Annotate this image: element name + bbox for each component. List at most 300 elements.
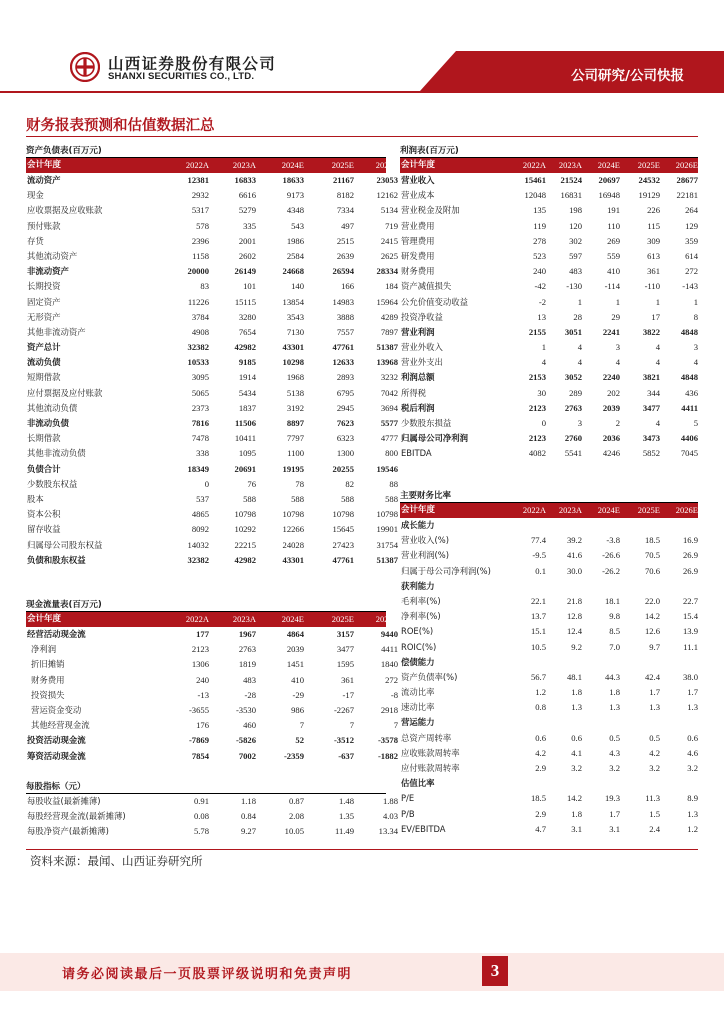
cell-value bbox=[510, 579, 546, 594]
table-title: 每股指标（元） bbox=[26, 780, 386, 794]
table-row bbox=[26, 462, 398, 477]
header-year: 2025E bbox=[331, 614, 354, 624]
table-row bbox=[400, 310, 698, 325]
cell-value: 9.7 bbox=[649, 641, 660, 652]
cell-value: 115 bbox=[647, 220, 660, 231]
cell-value bbox=[510, 655, 546, 670]
cell-value: 4.7 bbox=[535, 823, 546, 834]
cell-value: 410 bbox=[291, 674, 304, 685]
cell-value: 0.5 bbox=[609, 732, 620, 743]
cell-value: 9173 bbox=[286, 190, 304, 201]
cell-value: 1968 bbox=[286, 372, 304, 383]
table-row bbox=[400, 640, 698, 655]
cell-value: 42982 bbox=[234, 554, 256, 565]
cell-value: 0.6 bbox=[571, 732, 582, 743]
cell-value: 483 bbox=[243, 674, 256, 685]
table-row bbox=[26, 355, 398, 370]
table-row bbox=[400, 715, 698, 730]
cell-value: 15.4 bbox=[682, 611, 698, 622]
table-row bbox=[26, 794, 398, 809]
cell-value: 3477 bbox=[336, 644, 354, 655]
cell-value: 16.9 bbox=[682, 535, 698, 546]
table-row bbox=[26, 401, 398, 416]
row-label: 固定资产 bbox=[27, 296, 61, 307]
table-row bbox=[400, 355, 698, 370]
cell-value: 2.08 bbox=[288, 811, 304, 822]
row-label: 每股收益(最新摊薄) bbox=[27, 796, 101, 806]
cell-value: 7130 bbox=[286, 326, 304, 337]
cell-value: 240 bbox=[196, 674, 209, 685]
cell-value: 4.2 bbox=[649, 747, 660, 758]
cell-value bbox=[620, 579, 660, 594]
cell-value: -2359 bbox=[283, 750, 304, 761]
table-row bbox=[400, 340, 698, 355]
cell-value: 4908 bbox=[191, 326, 209, 337]
cell-value: -5826 bbox=[235, 735, 256, 746]
header-year: 2022A bbox=[185, 614, 209, 624]
cell-value: 3 bbox=[577, 418, 582, 428]
cell-value: 31754 bbox=[376, 539, 398, 550]
cell-value: 177 bbox=[196, 629, 209, 639]
cell-value: 7002 bbox=[238, 750, 256, 761]
header-year: 2024E bbox=[597, 160, 620, 170]
cell-value: 88 bbox=[389, 478, 398, 489]
row-label: 每股经营现金流(最新摊薄) bbox=[27, 811, 126, 822]
header-year: 2024E bbox=[281, 614, 304, 624]
header-year: 2022A bbox=[522, 160, 546, 170]
cell-value: 3 bbox=[615, 342, 620, 353]
cell-value: 8182 bbox=[336, 190, 354, 201]
cell-value: 13968 bbox=[376, 357, 398, 368]
table-row bbox=[26, 733, 398, 748]
cell-value: 120 bbox=[569, 220, 582, 231]
cell-value: 76 bbox=[247, 478, 256, 489]
cell-value: 13854 bbox=[282, 296, 304, 307]
cell-value: 613 bbox=[647, 250, 660, 261]
row-label: 利润总额 bbox=[401, 372, 435, 383]
income-statement-table bbox=[400, 144, 698, 462]
row-label: 其他流动资产 bbox=[27, 250, 78, 261]
cell-value bbox=[582, 715, 620, 730]
cell-value bbox=[582, 518, 620, 533]
row-label: 营业外支出 bbox=[401, 357, 443, 368]
table-header-row bbox=[400, 158, 698, 173]
cell-value: 38.0 bbox=[682, 671, 698, 682]
cell-value: 11226 bbox=[187, 296, 209, 307]
cell-value: 1306 bbox=[191, 659, 209, 670]
cell-value: 537 bbox=[196, 493, 209, 504]
cell-value: 9.2 bbox=[571, 641, 582, 652]
cell-value: 0.08 bbox=[193, 811, 209, 822]
cell-value: -2267 bbox=[333, 704, 354, 715]
row-label: 流动比率 bbox=[401, 687, 435, 698]
cell-value bbox=[546, 518, 582, 533]
row-label: 总资产周转率 bbox=[401, 732, 452, 743]
cell-value: 4.1 bbox=[571, 747, 582, 758]
cell-value: 4.3 bbox=[609, 747, 620, 758]
cell-value: 16831 bbox=[560, 190, 582, 201]
row-label: 长期投资 bbox=[27, 281, 61, 292]
cell-value bbox=[620, 715, 660, 730]
table-row bbox=[26, 718, 398, 733]
cell-value: 70.6 bbox=[644, 565, 660, 576]
cell-value: 2932 bbox=[191, 190, 209, 201]
cell-value: -3512 bbox=[333, 735, 354, 746]
footer-disclaimer: 请务必阅读最后一页股票评级说明和免责声明 bbox=[62, 967, 353, 982]
cell-value: 18349 bbox=[187, 463, 209, 474]
cell-value: 28 bbox=[573, 311, 582, 322]
cell-value: 5138 bbox=[286, 387, 304, 398]
cell-value: -130 bbox=[566, 281, 582, 292]
table-row bbox=[26, 370, 398, 385]
table-row bbox=[26, 749, 398, 764]
cell-value: 309 bbox=[647, 235, 660, 246]
table-row bbox=[400, 746, 698, 761]
table-row bbox=[400, 761, 698, 776]
cell-value: 3822 bbox=[642, 326, 660, 337]
cell-value: 7478 bbox=[191, 433, 209, 444]
cell-value: 1 bbox=[693, 296, 698, 307]
cell-value: 5065 bbox=[191, 387, 209, 398]
cell-value: 3.2 bbox=[687, 763, 698, 773]
cell-value: 19195 bbox=[282, 463, 304, 474]
cell-value: 12.4 bbox=[566, 626, 582, 637]
row-label: 所得税 bbox=[401, 387, 427, 398]
cell-value: 226 bbox=[647, 205, 660, 216]
cell-value: 26.9 bbox=[682, 565, 698, 576]
row-label: 现金 bbox=[27, 190, 44, 201]
row-label: EBITDA bbox=[401, 448, 432, 459]
row-label: 营业收入 bbox=[401, 175, 435, 185]
cell-value: 1819 bbox=[238, 659, 256, 670]
cell-value: 3888 bbox=[336, 311, 354, 322]
cell-value: 13.34 bbox=[378, 826, 398, 837]
row-label: P/B bbox=[401, 808, 415, 819]
header-year: 2023A bbox=[232, 614, 256, 624]
cell-value: 4246 bbox=[602, 448, 620, 459]
cell-value: 176 bbox=[196, 720, 209, 731]
cell-value: 184 bbox=[385, 281, 398, 292]
cell-value: 1.8 bbox=[571, 808, 582, 819]
cell-value: 289 bbox=[569, 387, 582, 398]
cell-value: 19546 bbox=[376, 463, 398, 474]
cell-value: 2123 bbox=[528, 402, 546, 413]
table-header-row bbox=[26, 612, 398, 627]
cell-value: 140 bbox=[291, 281, 304, 292]
cell-value: -13 bbox=[197, 689, 209, 700]
company-name-cn: 山西证券股份有限公司 bbox=[108, 55, 277, 73]
cell-value: 22.7 bbox=[682, 595, 698, 606]
table-row bbox=[26, 446, 398, 461]
row-label: EV/EBITDA bbox=[401, 823, 446, 834]
cell-value bbox=[620, 655, 660, 670]
cell-value: 23053 bbox=[376, 175, 398, 185]
cell-value: 10.5 bbox=[530, 641, 546, 652]
row-label: ROIC(%) bbox=[401, 641, 437, 652]
header-year: 2025E bbox=[637, 505, 660, 515]
cell-value: 559 bbox=[607, 250, 620, 261]
header-year: 2022A bbox=[185, 160, 209, 170]
cell-value: 2945 bbox=[336, 402, 354, 413]
cell-value: 3821 bbox=[642, 372, 660, 383]
cell-value: 30.0 bbox=[566, 565, 582, 576]
cell-value: 2123 bbox=[528, 433, 546, 444]
cell-value: 10798 bbox=[282, 509, 304, 520]
cell-value: -3578 bbox=[377, 735, 398, 746]
row-label: 营业成本 bbox=[401, 190, 435, 201]
cash-flow-table bbox=[26, 598, 398, 764]
table-row bbox=[26, 824, 398, 839]
cell-value: 2584 bbox=[286, 250, 304, 261]
table-row bbox=[400, 533, 698, 548]
cell-value: 4.6 bbox=[687, 747, 698, 758]
row-label: 其他流动负债 bbox=[27, 402, 78, 413]
cell-value: 0 bbox=[541, 418, 546, 428]
row-label: 投资活动现金流 bbox=[27, 735, 86, 746]
cell-value: -28 bbox=[244, 689, 256, 700]
cell-value: 4 bbox=[693, 357, 698, 368]
table-title: 利润表(百万元) bbox=[400, 144, 698, 158]
cell-value: 1.48 bbox=[338, 796, 354, 806]
cell-value: 12633 bbox=[332, 357, 354, 368]
cell-value: 198 bbox=[569, 205, 582, 216]
cell-value: 4 bbox=[655, 342, 660, 353]
table-row bbox=[26, 340, 398, 355]
cell-value: 3.1 bbox=[571, 823, 582, 834]
cell-value: 11.49 bbox=[334, 826, 354, 837]
cell-value: 436 bbox=[685, 387, 698, 398]
cell-value bbox=[510, 776, 546, 791]
cell-value: 8.9 bbox=[687, 793, 698, 804]
row-label: 速动比率 bbox=[401, 702, 435, 713]
cell-value: 2893 bbox=[336, 372, 354, 383]
cell-value: 24028 bbox=[282, 539, 304, 550]
table-row bbox=[400, 807, 698, 822]
cell-value: 269 bbox=[607, 235, 620, 246]
cell-value: 11.1 bbox=[683, 641, 698, 652]
cell-value: 7.0 bbox=[609, 641, 620, 652]
row-label: 其他非流动负债 bbox=[27, 448, 86, 459]
source-note: 资料来源：最闻、山西证券研究所 bbox=[30, 854, 203, 868]
cell-value: 7 bbox=[299, 720, 304, 731]
cell-value: 2763 bbox=[564, 402, 582, 413]
table-row bbox=[26, 416, 398, 431]
cell-value: -2 bbox=[538, 296, 546, 307]
cell-value: 27423 bbox=[332, 539, 354, 550]
page-number: 3 bbox=[482, 956, 508, 986]
cell-value: 3543 bbox=[286, 311, 304, 322]
row-label: 毛利率(%) bbox=[401, 595, 441, 606]
cell-value: 44.3 bbox=[604, 671, 620, 682]
cell-value: 20255 bbox=[332, 463, 354, 474]
cell-value: 15115 bbox=[234, 296, 256, 307]
cell-value: -143 bbox=[682, 281, 698, 292]
cell-value: 0.6 bbox=[535, 732, 546, 743]
table-row bbox=[400, 822, 698, 837]
cell-value: 4848 bbox=[680, 372, 698, 383]
cell-value: 3477 bbox=[642, 402, 660, 413]
table-row bbox=[400, 564, 698, 579]
row-label: 资产总计 bbox=[27, 342, 61, 353]
cell-value: 410 bbox=[607, 266, 620, 277]
cell-value: 9.27 bbox=[240, 826, 256, 837]
row-label: 负债合计 bbox=[27, 463, 61, 474]
cell-value: 22215 bbox=[234, 539, 256, 550]
header-label: 会计年度 bbox=[27, 160, 62, 170]
table-title: 主要财务比率 bbox=[400, 489, 698, 503]
cell-value: 51387 bbox=[376, 342, 398, 353]
table-row bbox=[26, 553, 398, 568]
row-label: 流动负债 bbox=[27, 357, 61, 368]
cell-value: 110 bbox=[607, 220, 620, 231]
row-label: 净利润 bbox=[31, 644, 57, 655]
cell-value: 4864 bbox=[286, 629, 304, 639]
cell-value: 9.8 bbox=[609, 611, 620, 622]
cell-value: 1.7 bbox=[687, 687, 698, 698]
cell-value: 1.3 bbox=[649, 702, 660, 713]
row-label: P/E bbox=[401, 793, 415, 804]
row-label: 少数股东损益 bbox=[401, 418, 452, 428]
cell-value: 1.18 bbox=[240, 796, 256, 806]
row-label: 短期借款 bbox=[27, 372, 61, 383]
table-row bbox=[400, 279, 698, 294]
table-row bbox=[26, 627, 398, 642]
row-label: 归属于母公司净利润(%) bbox=[401, 565, 491, 576]
row-label: 非流动负债 bbox=[27, 418, 69, 428]
cell-value: 10798 bbox=[376, 509, 398, 520]
cell-value: 8092 bbox=[191, 524, 209, 535]
cell-value: 30 bbox=[537, 387, 546, 398]
table-row bbox=[400, 518, 698, 533]
cell-value: 2639 bbox=[336, 250, 354, 261]
cell-value: 0.6 bbox=[687, 732, 698, 743]
cell-value: 2415 bbox=[380, 235, 398, 246]
row-label: 非流动资产 bbox=[27, 266, 69, 277]
header-year: 2023A bbox=[558, 505, 582, 515]
table-row bbox=[26, 173, 398, 188]
cell-value bbox=[620, 518, 660, 533]
cell-value: 29 bbox=[611, 311, 620, 322]
cell-value: 1.3 bbox=[687, 702, 698, 713]
cell-value: 2918 bbox=[380, 704, 398, 715]
cell-value: 21167 bbox=[332, 175, 354, 185]
cell-value: 3232 bbox=[380, 372, 398, 383]
table-row bbox=[26, 538, 398, 553]
table-row bbox=[400, 188, 698, 203]
cell-value: 2760 bbox=[564, 433, 582, 444]
cell-value: 597 bbox=[569, 250, 582, 261]
header-year: 2025E bbox=[637, 160, 660, 170]
cell-value: 1 bbox=[655, 296, 660, 307]
header-year: 2026E bbox=[375, 614, 398, 624]
cell-value: 17 bbox=[651, 311, 660, 322]
table-row bbox=[400, 609, 698, 624]
company-name-en: SHANXI SECURITIES CO., LTD. bbox=[108, 71, 255, 82]
table-row bbox=[400, 685, 698, 700]
cell-value: 41.6 bbox=[566, 550, 582, 561]
cell-value: 3280 bbox=[238, 311, 256, 322]
table-header-row bbox=[26, 158, 398, 173]
table-row bbox=[400, 249, 698, 264]
table-row bbox=[400, 416, 698, 431]
cell-value: 12048 bbox=[524, 190, 546, 201]
cell-value: 2396 bbox=[191, 235, 209, 246]
cell-value: 77.4 bbox=[530, 535, 546, 546]
cell-value: 1158 bbox=[192, 250, 209, 261]
row-label: 归属母公司股东权益 bbox=[27, 539, 103, 550]
cell-value: 1 bbox=[577, 296, 582, 307]
cell-value: 18.1 bbox=[604, 595, 620, 606]
cell-value: -3655 bbox=[188, 704, 209, 715]
cell-value: 2240 bbox=[602, 372, 620, 383]
cell-value: 1.88 bbox=[382, 796, 398, 806]
cell-value: 48.1 bbox=[566, 671, 582, 682]
cell-value: -42 bbox=[534, 281, 546, 292]
cell-value: 6616 bbox=[238, 190, 256, 201]
cell-value: 22.0 bbox=[644, 595, 660, 606]
section-title: 财务报表预测和估值数据汇总 bbox=[26, 118, 215, 134]
cell-value: 1840 bbox=[380, 659, 398, 670]
cell-value: 7 bbox=[393, 720, 398, 731]
cell-value: 1 bbox=[541, 342, 546, 353]
cell-value: 3.2 bbox=[571, 763, 582, 773]
cell-value: 1.2 bbox=[687, 823, 698, 834]
cell-value: 1.8 bbox=[609, 687, 620, 698]
cell-value: 20697 bbox=[598, 175, 620, 185]
cell-value: 3 bbox=[693, 342, 698, 353]
cell-value bbox=[510, 518, 546, 533]
table-row bbox=[26, 492, 398, 507]
cell-value: 3095 bbox=[191, 372, 209, 383]
cell-value: 14.2 bbox=[644, 611, 660, 622]
cell-value: 202 bbox=[607, 387, 620, 398]
cell-value: 18.5 bbox=[644, 535, 660, 546]
table-row bbox=[26, 703, 398, 718]
cell-value: 2.4 bbox=[649, 823, 660, 834]
cell-value: 2153 bbox=[528, 372, 546, 383]
cell-value: 5434 bbox=[238, 387, 256, 398]
row-label: 经营活动现金流 bbox=[27, 629, 86, 639]
cell-value: 578 bbox=[196, 220, 209, 231]
table-row bbox=[26, 188, 398, 203]
cell-value: 43301 bbox=[282, 342, 304, 353]
cell-value: -3530 bbox=[235, 704, 256, 715]
cell-value: 3.1 bbox=[609, 823, 620, 834]
row-label: 研发费用 bbox=[401, 250, 435, 261]
cell-value: 523 bbox=[533, 250, 546, 261]
cell-value: 7623 bbox=[336, 418, 354, 428]
cell-value: 7816 bbox=[191, 418, 209, 428]
row-label: 营业利润 bbox=[401, 326, 435, 337]
header-label: 会计年度 bbox=[27, 614, 62, 624]
cell-value: -110 bbox=[644, 281, 660, 292]
table-row bbox=[400, 295, 698, 310]
cell-value: 26594 bbox=[332, 266, 354, 277]
cell-value: 13.7 bbox=[530, 611, 546, 622]
cell-value: 4 bbox=[655, 357, 660, 368]
cell-value: 0 bbox=[204, 478, 209, 489]
cell-value: 10298 bbox=[282, 357, 304, 368]
cell-value bbox=[582, 579, 620, 594]
table-row bbox=[26, 431, 398, 446]
cell-value: 588 bbox=[243, 493, 256, 504]
header-year: 2026E bbox=[675, 160, 698, 170]
cell-value: 2241 bbox=[602, 326, 620, 337]
row-label: 折旧摊销 bbox=[31, 659, 65, 670]
cell-value: 56.7 bbox=[530, 671, 546, 682]
table-row bbox=[400, 700, 698, 715]
cell-value: 2123 bbox=[191, 644, 209, 655]
